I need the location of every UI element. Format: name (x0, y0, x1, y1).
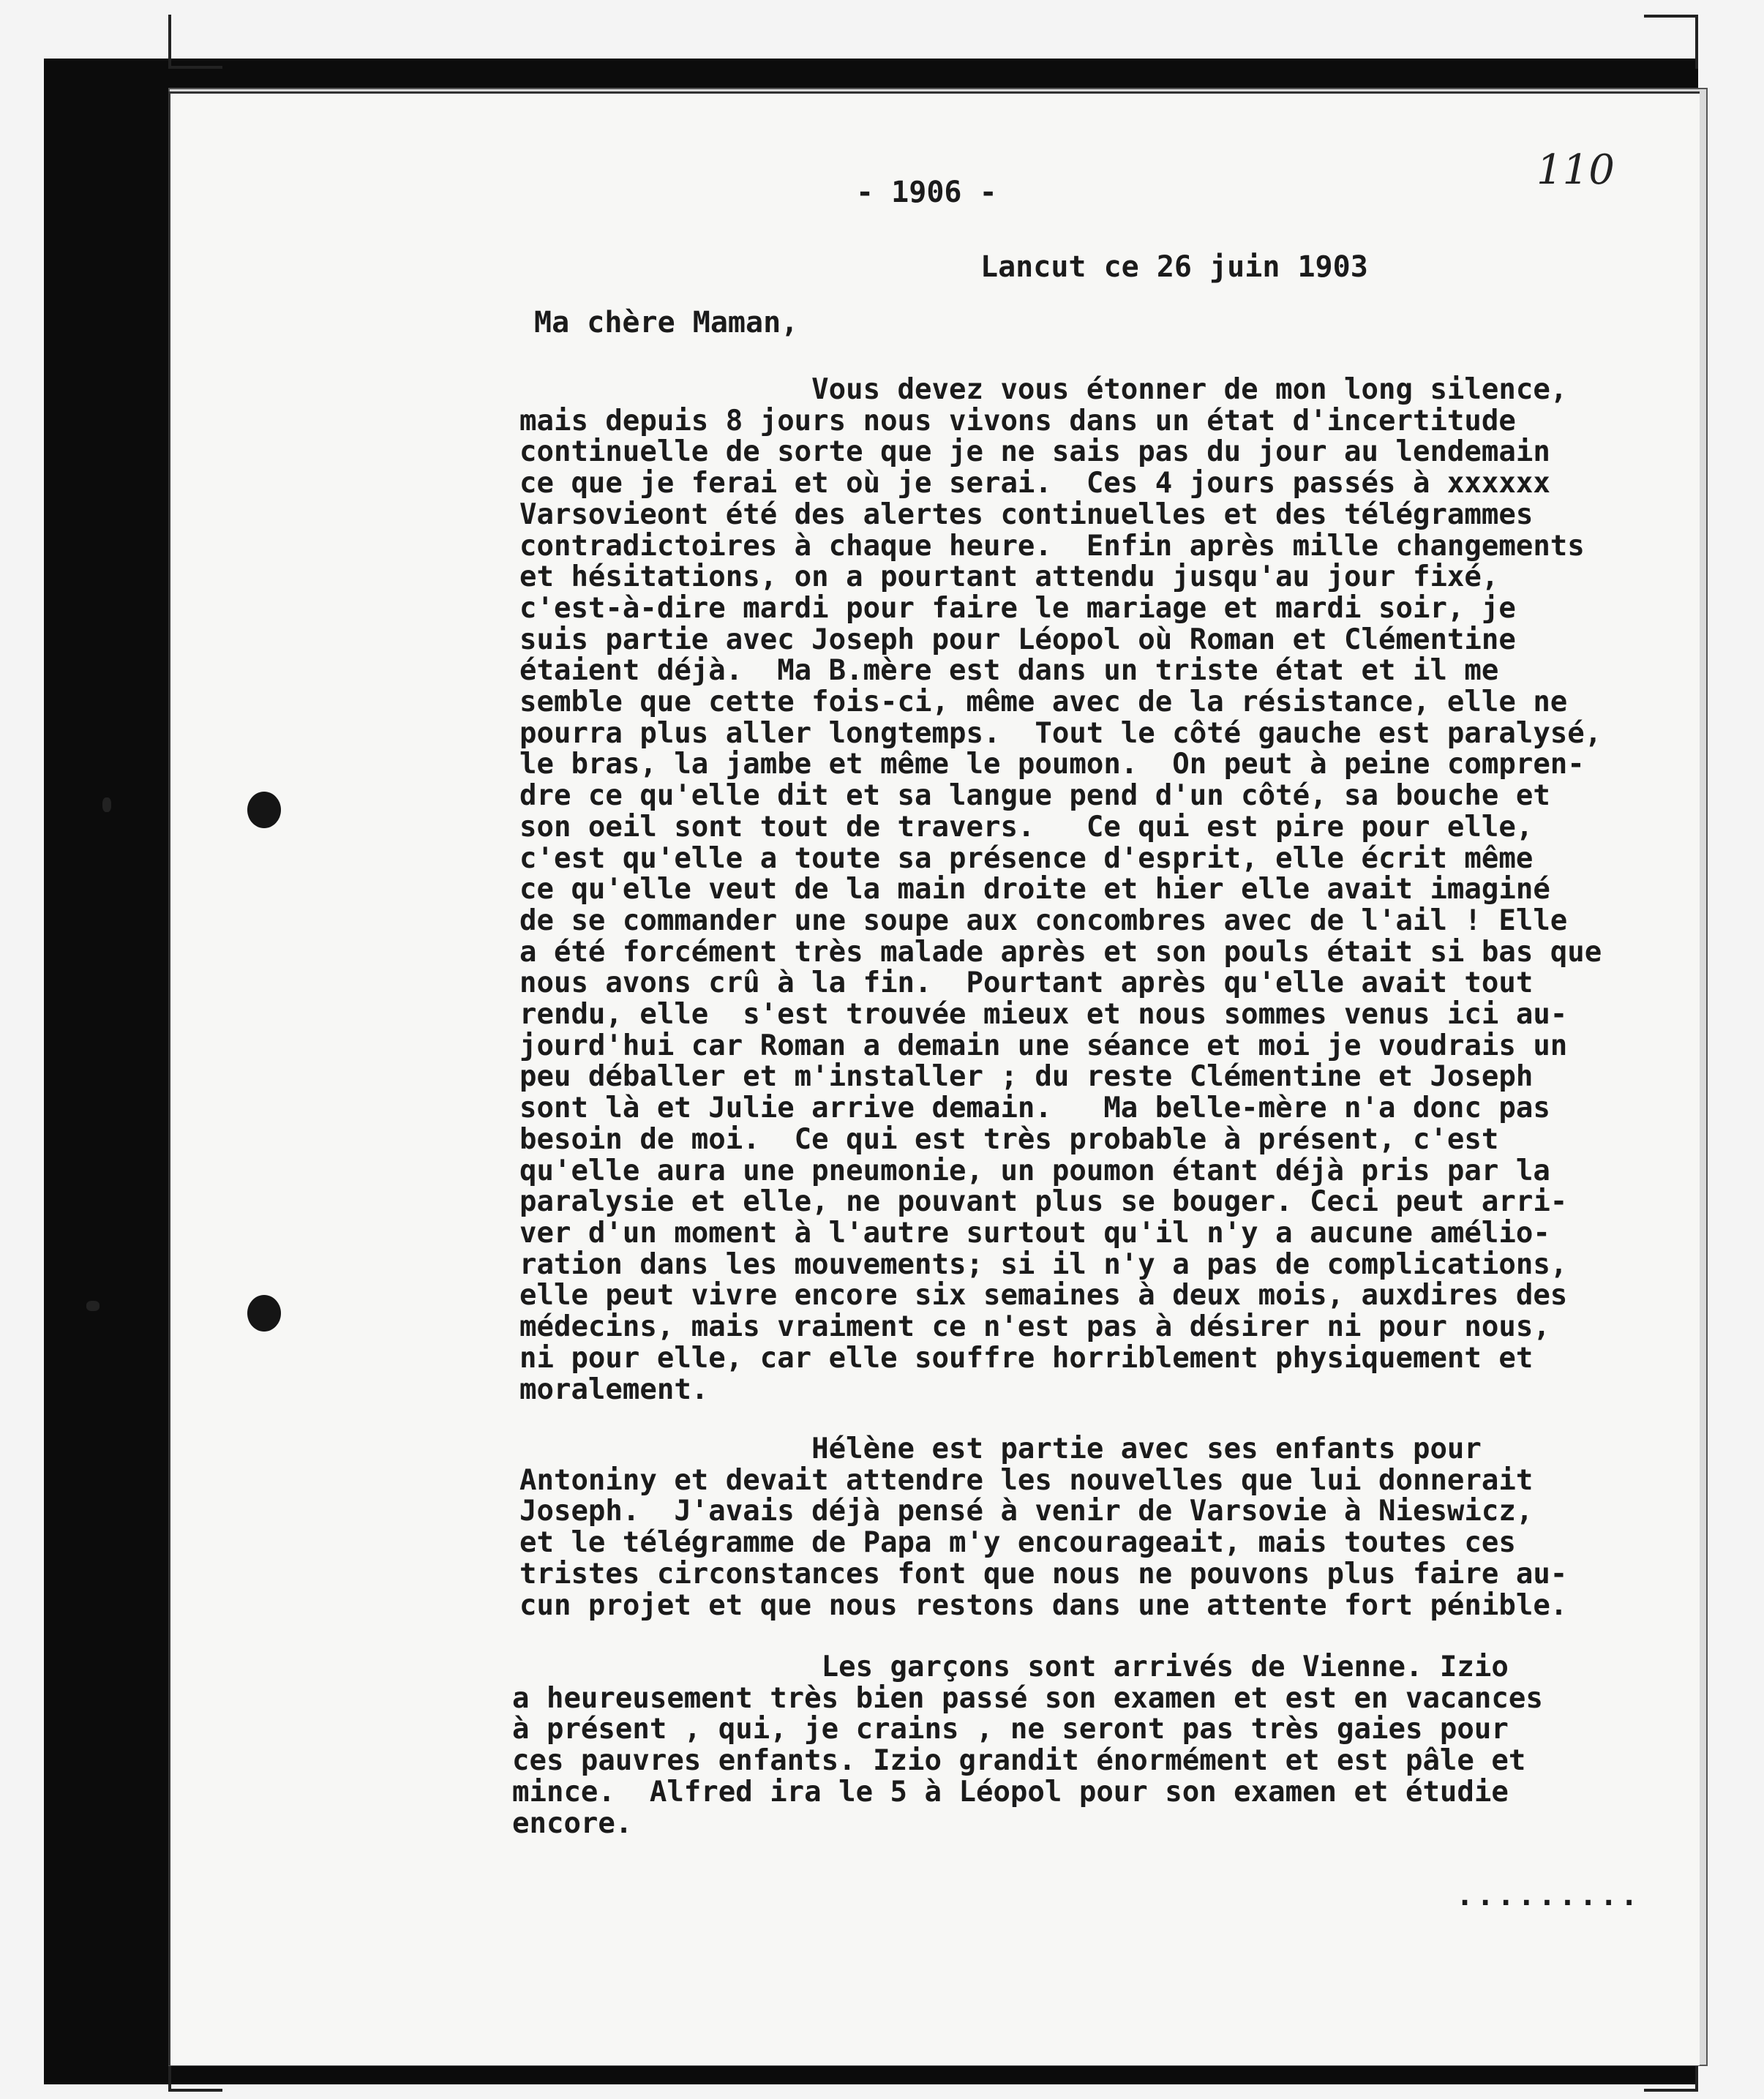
text-line: étaient déjà. Ma B.mère est dans un triste état et il me (519, 654, 1499, 688)
text-line: encore. (512, 1806, 633, 1840)
text-line: rendu, elle s'est trouvée mieux et nous sommes venus ici au- (519, 998, 1568, 1032)
scan-margin-left (0, 0, 44, 2099)
text-line: ce qu'elle veut de la main droite et hier elle avait imaginé (519, 873, 1550, 906)
page-header: - 1906 - (856, 176, 997, 209)
text-line: médecins, mais vraiment ce n'est pas à désirer ni pour nous, (519, 1310, 1550, 1344)
text-line: de se commander une soupe aux concombres avec de l'ail ! Elle (519, 904, 1568, 937)
text-line: ces pauvres enfants. Izio grandit énormément et est pâle et (512, 1744, 1526, 1778)
salutation: Ma chère Maman, (534, 306, 799, 339)
text-line: besoin de moi. Ce qui est très probable à présent, c'est (519, 1122, 1499, 1156)
text-line: ver d'un moment à l'autre surtout qu'il n'y a aucune amélio- (519, 1216, 1550, 1250)
crop-mark-top-right (1644, 15, 1698, 69)
folio-number: 110 (1536, 146, 1615, 194)
text-line: sont là et Julie arrive demain. Ma belle-mère n'a donc pas (519, 1092, 1550, 1125)
paragraph-1 (519, 375, 1602, 1405)
text-line: a heureusement très bien passé son examen et est en vacances (512, 1681, 1543, 1715)
text-line: c'est-à-dire mardi pour faire le mariage et mardi soir, je (519, 591, 1516, 625)
crop-mark-top-left (168, 15, 222, 69)
scan-margin-bottom (0, 2084, 1764, 2099)
text-line: Antoniny et devait attendre les nouvelles que lui donnerait (519, 1463, 1534, 1497)
text-line: son oeil sont tout de travers. Ce qui est pire pour elle, (519, 810, 1534, 844)
text-line: jourd'hui car Roman a demain une séance et moi je voudrais un (519, 1029, 1568, 1062)
text-line: à présent , qui, je crains , ne seront pas très gaies pour (512, 1713, 1509, 1746)
text-line: nous avons crû à la fin. Pourtant après qu'elle avait tout (519, 966, 1534, 1000)
punch-hole (247, 792, 281, 828)
paragraph-3 (512, 1652, 1543, 1839)
text-line: c'est qu'elle a toute sa présence d'esprit, elle écrit même (519, 841, 1534, 875)
text-line: le bras, la jambe et même le poumon. On peut à peine compren- (519, 748, 1585, 781)
closing-ellipsis: ......... (1456, 1879, 1641, 1912)
text-line: tristes circonstances font que nous ne pouvons plus faire au- (519, 1557, 1568, 1591)
text-line: moralement. (519, 1373, 709, 1406)
text-line: semble que cette fois-ci, même avec de la résistance, elle ne (519, 686, 1568, 719)
text-line: cun projet et que nous restons dans une attente fort pénible. (519, 1588, 1568, 1622)
binder-mark (102, 797, 111, 812)
text-line: elle peut vivre encore six semaines à deux mois, auxdires des (519, 1279, 1568, 1313)
text-line: et hésitations, on a pourtant attendu jusqu'au jour fixé, (519, 560, 1499, 594)
scan-margin-right (1698, 0, 1764, 2099)
scan-margin-top (0, 0, 1764, 59)
text-line: Hélène est partie avec ses enfants pour (519, 1432, 1482, 1465)
text-line: continuelle de sorte que je ne sais pas du jour au lendemain (519, 435, 1550, 469)
paragraph-2 (519, 1434, 1567, 1621)
text-line: ration dans les mouvements; si il n'y a pas de complications, (519, 1247, 1568, 1281)
text-line: pourra plus aller longtemps. Tout le côté gauche est paralysé, (519, 716, 1602, 750)
binder-mark (86, 1301, 100, 1311)
text-line: mince. Alfred ira le 5 à Léopol pour son examen et étudie (512, 1775, 1509, 1809)
text-line: paralysie et elle, ne pouvant plus se bouger. Ceci peut arri- (519, 1185, 1568, 1219)
text-line: Joseph. J'avais déjà pensé à venir de Varsovie à Nieswicz, (519, 1495, 1534, 1528)
text-line: a été forcément très malade après et son pouls était si bas que (519, 935, 1602, 969)
text-line: suis partie avec Joseph pour Léopol où Roman et Clémentine (519, 623, 1516, 656)
date-line: Lancut ce 26 juin 1903 (980, 250, 1368, 284)
text-line: mais depuis 8 jours nous vivons dans un état d'incertitude (519, 404, 1516, 438)
punch-hole (247, 1295, 281, 1332)
text-line: Vous devez vous étonner de mon long silence, (519, 373, 1568, 406)
text-line: dre ce qu'elle dit et sa langue pend d'un côté, sa bouche et (519, 779, 1550, 813)
text-line: Varsovieont été des alertes continuelles et des télégrammes (519, 497, 1534, 531)
text-line: qu'elle aura une pneumonie, un poumon étant déjà pris par la (519, 1154, 1550, 1187)
text-line: et le télégramme de Papa m'y encourageait, mais toutes ces (519, 1526, 1516, 1560)
text-line: ce que je ferai et où je serai. Ces 4 jours passés à xxxxxx (519, 467, 1550, 500)
text-line: peu déballer et m'installer ; du reste Clémentine et Joseph (519, 1060, 1534, 1094)
text-line: Les garçons sont arrivés de Vienne. Izio (512, 1651, 1509, 1683)
text-line: ni pour elle, car elle souffre horriblement physiquement et (519, 1341, 1534, 1375)
text-line: contradictoires à chaque heure. Enfin après mille changements (519, 529, 1585, 563)
